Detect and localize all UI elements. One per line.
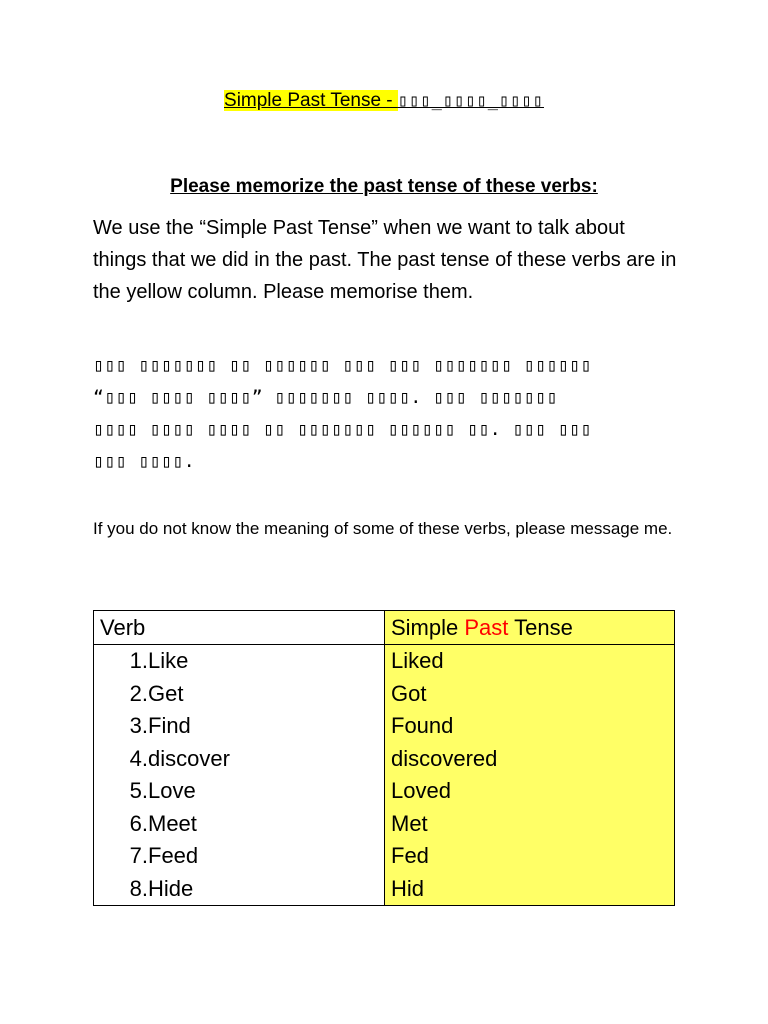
list-number: 6.: [129, 810, 148, 836]
list-item: [100, 873, 378, 906]
list-item: [100, 743, 378, 776]
list-number: 5.: [129, 778, 148, 803]
table-row: [94, 645, 675, 906]
note-paragraph: If you do not know the meaning of some of these verbs, please message me.: [93, 519, 673, 538]
list-item: [100, 808, 378, 841]
list-number: 7.: [129, 843, 148, 868]
intro-paragraph: We use the “Simple Past Tense” when we want to talk about things that we did in the past. The past tense of these verbs are in the yellow column. Please memorise them.: [93, 217, 677, 303]
header-past-prefix: Simple: [391, 615, 465, 640]
list-item: [391, 775, 668, 808]
list-item: [391, 840, 668, 873]
verb-word: Get: [148, 680, 184, 706]
past-word: Liked: [391, 648, 444, 673]
title-glyphs: ▯▯▯_▯▯▯▯_▯▯▯▯: [397, 91, 544, 111]
translated-line: ▯▯▯ ▯▯▯▯▯▯▯ ▯▯ ▯▯▯▯▯▯ ▯▯▯ ▯▯▯ ▯▯▯▯▯▯▯ ▯▯▯▯▯▯: [93, 355, 592, 376]
header-verb: Verb: [94, 611, 385, 645]
translated-line: ▯▯▯ ▯▯▯▯.: [93, 451, 196, 472]
list-number: 8.: [129, 875, 148, 901]
verb-word: Feed: [148, 843, 199, 868]
list-item: [391, 710, 668, 743]
list-number: 3.: [129, 713, 148, 738]
translated-line: ▯▯▯▯ ▯▯▯▯ ▯▯▯▯ ▯▯ ▯▯▯▯▯▯▯ ▯▯▯▯▯▯ ▯▯. ▯▯▯ ▯▯▯: [93, 419, 592, 440]
table-header-row: [94, 611, 675, 645]
list-number: 1.: [129, 648, 148, 673]
list-item: [391, 873, 668, 906]
past-word: Loved: [391, 778, 451, 803]
past-cell: [385, 645, 675, 906]
past-word: discovered: [391, 745, 498, 771]
list-item: [391, 808, 668, 841]
title-text: Simple Past Tense -: [224, 90, 398, 111]
verb-word: Like: [148, 648, 189, 673]
header-past: [385, 611, 675, 645]
past-word: Fed: [391, 843, 429, 868]
translated-paragraph: [93, 350, 693, 478]
page-title: [0, 88, 768, 114]
subtitle: Please memorize the past tense of these verbs:: [170, 176, 598, 197]
list-item: [100, 710, 378, 743]
list-item: [391, 678, 668, 711]
translated-line: “▯▯▯ ▯▯▯▯ ▯▯▯▯” ▯▯▯▯▯▯▯ ▯▯▯▯. ▯▯▯ ▯▯▯▯▯▯▯: [93, 387, 558, 408]
list-item: [100, 678, 378, 711]
past-word: Got: [391, 680, 427, 706]
verb-list: [100, 645, 378, 905]
verb-table: [93, 610, 675, 906]
verb-word: discover: [148, 745, 230, 771]
list-item: [391, 743, 668, 776]
list-number: 4.: [129, 745, 148, 771]
header-past-suffix: Tense: [508, 615, 573, 640]
past-word: Met: [391, 810, 428, 836]
verb-word: Love: [148, 778, 196, 803]
list-item: [100, 645, 378, 678]
header-past-red: Past: [464, 615, 509, 640]
list-item: [391, 645, 668, 678]
verb-word: Hide: [148, 875, 194, 901]
verb-word: Meet: [148, 810, 197, 836]
list-item: [100, 775, 378, 808]
list-number: 2.: [129, 680, 148, 706]
list-item: [100, 840, 378, 873]
past-word: Found: [391, 713, 454, 738]
verb-cell: [94, 645, 385, 906]
past-list: [391, 645, 668, 905]
past-word: Hid: [391, 875, 425, 901]
verb-word: Find: [148, 713, 191, 738]
